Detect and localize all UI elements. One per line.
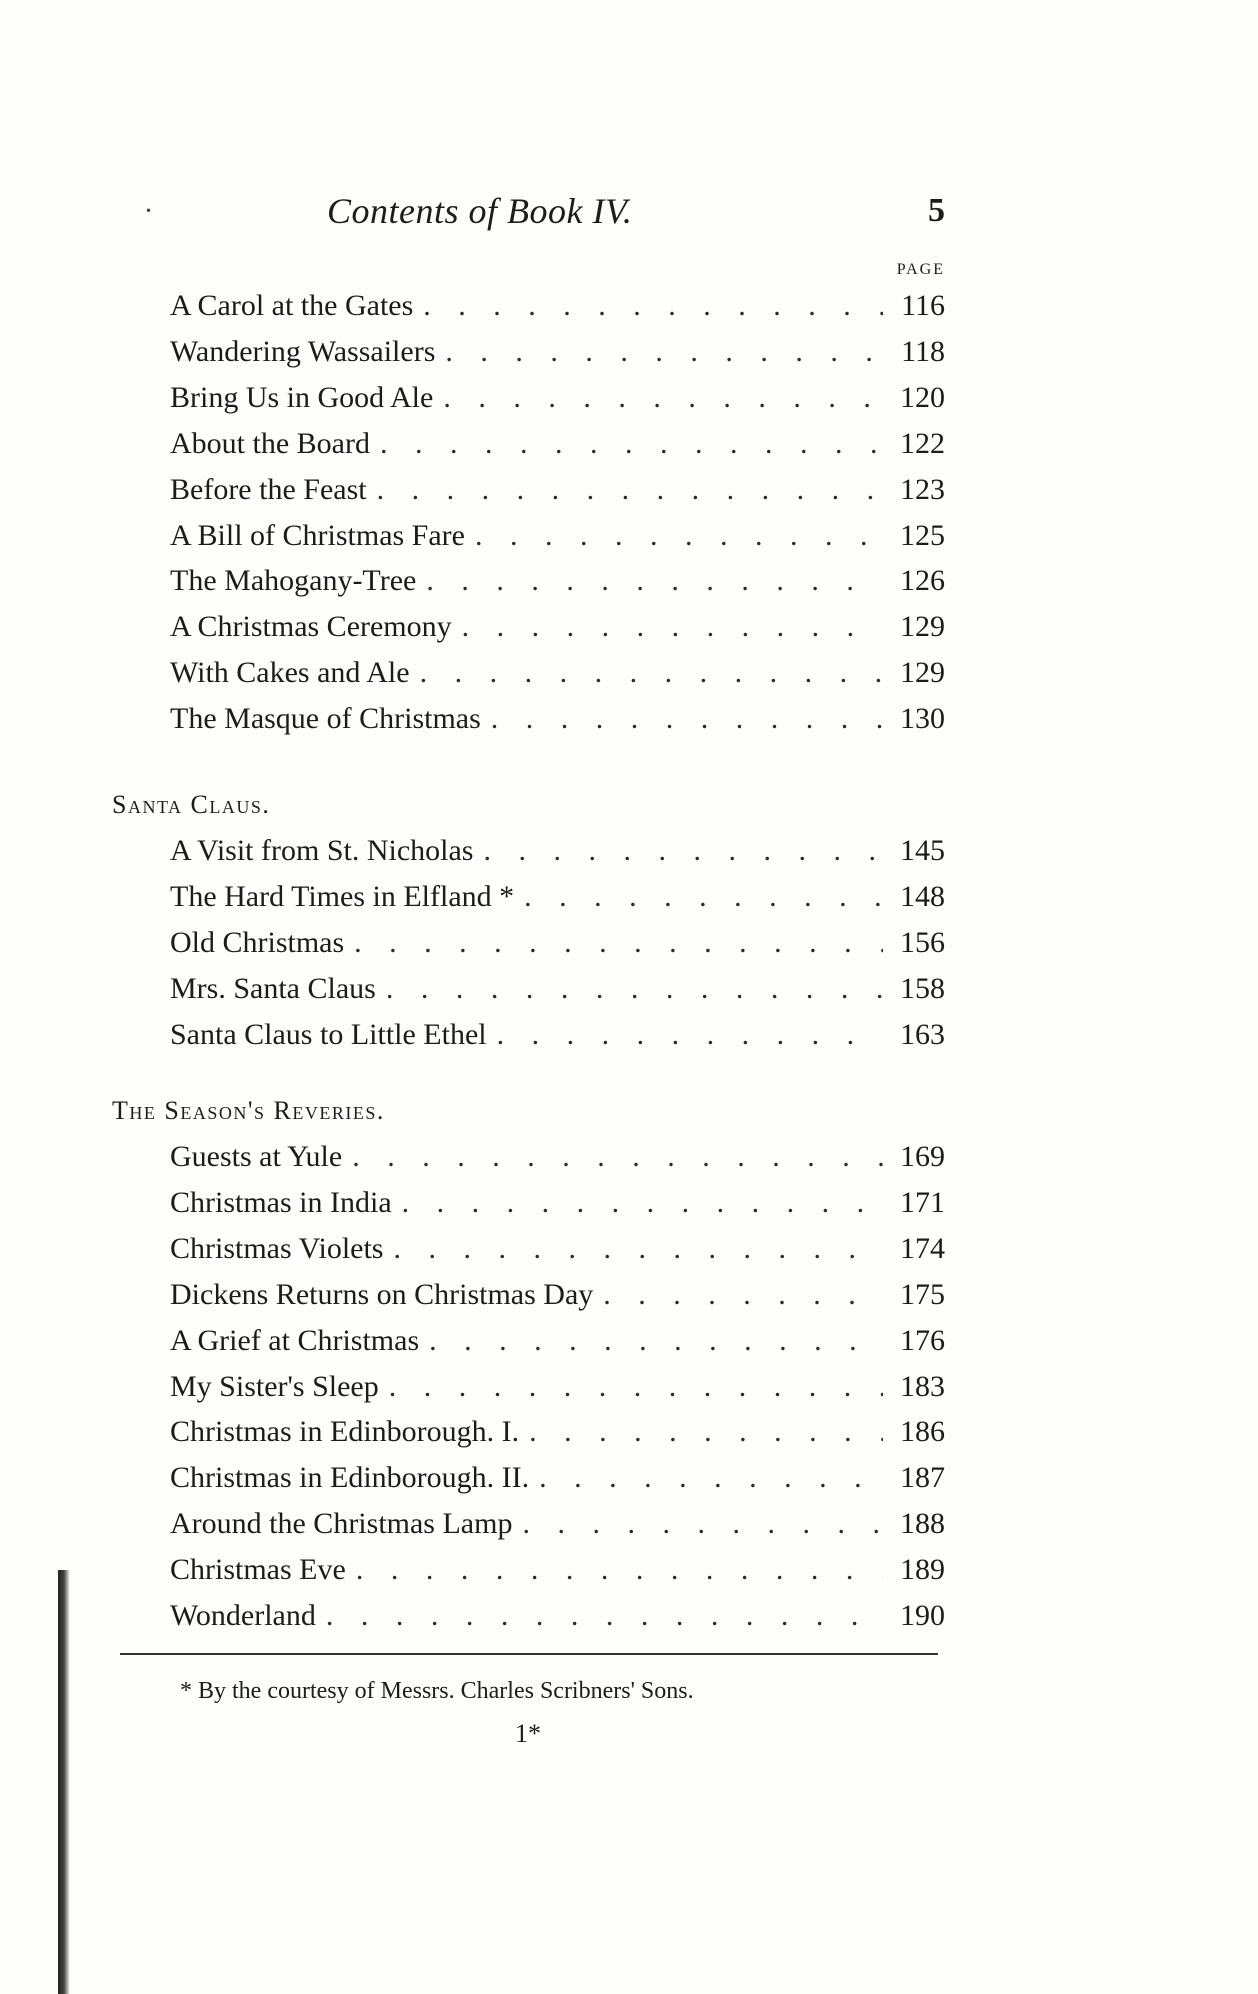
toc-entry-title: Wandering Wassailers [170, 334, 436, 368]
toc-entry [170, 1015, 945, 1055]
toc-entry-title: A Grief at Christmas [170, 1323, 420, 1357]
toc-entry [170, 1137, 945, 1177]
toc-entry-title: Guests at Yule [170, 1140, 343, 1173]
toc-entry [170, 424, 945, 464]
toc-entry-title: Mrs. Santa Claus [170, 971, 376, 1005]
toc-entry-page: 190 [900, 1599, 945, 1632]
toc-entry [170, 286, 945, 326]
toc-entry-page: 158 [900, 971, 945, 1005]
dot-leader [497, 1015, 883, 1055]
toc-entry-page: 145 [900, 834, 945, 867]
toc-entry-title: Christmas in India [170, 1185, 392, 1219]
toc-entry-title: The Hard Times in Elfland * [170, 879, 515, 913]
toc-entry-title: A Visit from St. Nicholas [170, 834, 474, 867]
dot-leader [356, 1550, 883, 1590]
toc-entry [170, 470, 945, 510]
toc-entry-title: About the Board [170, 426, 370, 460]
toc-entry [170, 653, 945, 693]
toc-entry [170, 1504, 945, 1544]
toc-entry-page: 118 [901, 334, 945, 368]
dot-leader [354, 923, 883, 963]
toc-entry-page: 156 [900, 925, 945, 959]
toc-entry [170, 1229, 945, 1269]
dot-leader [462, 607, 883, 647]
toc-entry [170, 1321, 945, 1361]
toc-entry-page: 189 [900, 1553, 945, 1587]
toc-entry-title: Christmas in Edinborough. II. [170, 1461, 530, 1495]
dot-leader [352, 1137, 883, 1177]
dot-leader [394, 1229, 884, 1269]
toc-entry-title: My Sister's Sleep [170, 1369, 379, 1403]
toc-entry-page: 187 [900, 1461, 945, 1495]
dot-leader [429, 1321, 883, 1361]
toc-entry [170, 516, 945, 556]
toc-entry-page: 130 [900, 702, 945, 736]
toc-entry [170, 831, 945, 871]
page-title: Contents of Book IV. [327, 191, 633, 231]
toc-entry-page: 175 [900, 1277, 945, 1311]
dot-leader [484, 831, 884, 871]
dot-leader [445, 332, 883, 372]
toc-entry-page: 148 [900, 879, 945, 913]
toc-entry-page: 123 [900, 472, 945, 506]
footnote: * By the courtesy of Messrs. Charles Scribners' Sons. [180, 1678, 694, 1704]
toc-entry-title: Christmas Eve [170, 1553, 346, 1587]
toc-entry-title: Santa Claus to Little Ethel [170, 1017, 487, 1051]
toc-entry [170, 332, 945, 372]
toc-entry-page: 176 [900, 1323, 945, 1357]
page-column-heading: PAGE [896, 261, 945, 278]
dot-leader [426, 561, 883, 601]
dot-leader [389, 1367, 883, 1407]
toc-entry [170, 1596, 945, 1636]
ornament-mark: • [145, 204, 153, 218]
toc-entry [170, 1183, 945, 1223]
toc-entry-title: Bring Us in Good Ale [170, 380, 434, 414]
dot-leader [522, 1504, 883, 1544]
toc-entry-page: 126 [900, 564, 945, 598]
dot-leader [524, 877, 883, 917]
dot-leader [420, 653, 883, 693]
toc-entry [170, 378, 945, 418]
toc-entry-title: Christmas in Edinborough. I. [170, 1415, 520, 1449]
toc-entry-title: Before the Feast [170, 472, 367, 506]
signature-mark: 1* [515, 1719, 541, 1748]
toc-entry-page: 116 [901, 289, 945, 322]
toc-entry [170, 1275, 945, 1315]
dot-leader [539, 1458, 883, 1498]
toc-entry [170, 561, 945, 601]
dot-leader [529, 1412, 883, 1452]
toc-entry-title: With Cakes and Ale [170, 656, 410, 690]
section-heading: Santa Claus. [112, 790, 271, 819]
toc-entry-title: A Carol at the Gates [170, 289, 414, 322]
toc-entry-page: 183 [900, 1369, 945, 1403]
toc-entry [170, 1412, 945, 1452]
toc-entry [170, 699, 945, 739]
toc-entry-page: 122 [900, 426, 945, 460]
dot-leader [423, 286, 883, 326]
dot-leader [475, 516, 883, 556]
toc-entry-page: 129 [900, 656, 945, 690]
toc-entry [170, 877, 945, 917]
dot-leader [491, 699, 883, 739]
toc-entry-title: A Christmas Ceremony [170, 610, 452, 644]
toc-entry [170, 1458, 945, 1498]
dot-leader [603, 1275, 883, 1315]
toc-entry-page: 120 [900, 380, 945, 414]
dot-leader [402, 1183, 883, 1223]
toc-entry-title: Wonderland [170, 1599, 316, 1632]
dot-leader [377, 470, 883, 510]
dot-leader [386, 969, 883, 1009]
toc-entry-page: 125 [900, 518, 945, 552]
dot-leader [326, 1596, 883, 1636]
dot-leader [443, 378, 883, 418]
toc-entry [170, 607, 945, 647]
toc-entry-page: 163 [900, 1017, 945, 1051]
toc-entry-title: A Bill of Christmas Fare [170, 518, 465, 552]
toc-entry-page: 188 [900, 1507, 945, 1541]
toc-entry-title: Dickens Returns on Christmas Day [170, 1277, 594, 1311]
toc-entry [170, 923, 945, 963]
toc-entry [170, 969, 945, 1009]
footnote-rule [120, 1653, 938, 1655]
binding-shadow [58, 1570, 70, 1994]
section-heading: The Season's Reveries. [112, 1096, 385, 1125]
toc-entry-title: The Masque of Christmas [170, 702, 481, 736]
toc-entry-page: 174 [900, 1231, 945, 1265]
toc-entry-page: 169 [900, 1140, 945, 1173]
toc-entry-page: 186 [900, 1415, 945, 1449]
toc-entry-title: Around the Christmas Lamp [170, 1507, 513, 1541]
toc-entry-page: 171 [900, 1185, 945, 1219]
toc-entry-title: Old Christmas [170, 925, 345, 959]
toc-entry-title: Christmas Violets [170, 1231, 384, 1265]
page-number: 5 [928, 192, 945, 229]
running-header [145, 190, 945, 242]
toc-entry-page: 129 [900, 610, 945, 644]
dot-leader [380, 424, 883, 464]
toc-entry-title: The Mahogany-Tree [170, 564, 417, 598]
toc-entry [170, 1367, 945, 1407]
toc-entry [170, 1550, 945, 1590]
